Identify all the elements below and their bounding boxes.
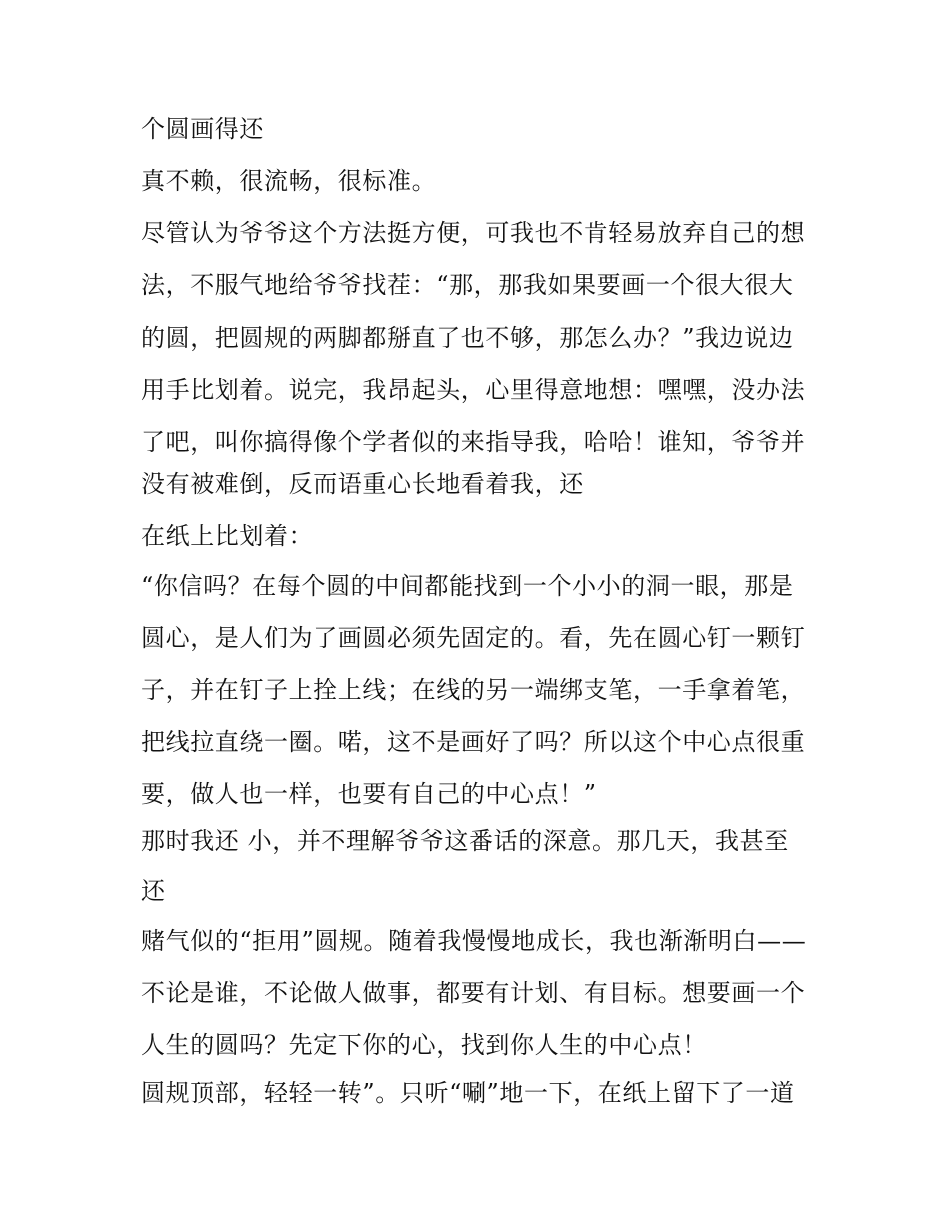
text-line: 要，做人也一样，也要有自己的中心点！”: [141, 780, 597, 808]
text-line: 圆心，是人们为了画圆必须先固定的。看，先在圆心钉一颗钉: [141, 624, 806, 652]
text-line: 没有被难倒，反而语重心长地看着我，还: [141, 470, 584, 498]
text-line: “你信吗？在每个圆的中间都能找到一个小小的洞一眼，那是: [141, 572, 794, 600]
text-line: 在纸上比划着：: [141, 522, 314, 550]
text-line: 了吧，叫你搞得像个学者似的来指导我，哈哈！谁知，爷爷并: [141, 428, 806, 456]
text-line: 的圆，把圆规的两脚都掰直了也不够，那怎么办？”我边说边: [141, 324, 794, 352]
text-line: 不论是谁，不论做人做事，都要有计划、有目标。想要画一个: [141, 979, 806, 1007]
text-line: 赌气似的“拒用”圆规。随着我慢慢地成长，我也渐渐明白——: [141, 927, 807, 955]
text-line: 尽管认为爷爷这个方法挺方便，可我也不肯轻易放弃自己的想: [141, 219, 806, 247]
text-line: 把线拉直绕一圈。喏，这不是画好了吗？所以这个中心点很重: [141, 728, 806, 756]
text-line: 那时我还 小，并不理解爷爷这番话的深意。那几天，我甚至: [141, 827, 789, 855]
text-line: 法，不服气地给爷爷找茬：“那，那我如果要画一个很大很大: [141, 271, 794, 299]
text-line: 还: [141, 877, 166, 905]
text-line: 人生的圆吗？先定下你的心，找到你人生的中心点！: [141, 1031, 707, 1059]
text-line: 圆规顶部，轻轻一转”。只听“唰”地一下，在纸上留下了一道: [141, 1079, 795, 1107]
text-line: 子，并在钉子上拴上线；在线的另一端绑支笔，一手拿着笔，: [141, 676, 806, 704]
text-line: 真不赖，很流畅，很标准。: [141, 167, 437, 195]
text-line: 个圆画得还: [141, 115, 264, 143]
text-line: 用手比划着。说完，我昂起头，心里得意地想：嘿嘿，没办法: [141, 376, 806, 404]
